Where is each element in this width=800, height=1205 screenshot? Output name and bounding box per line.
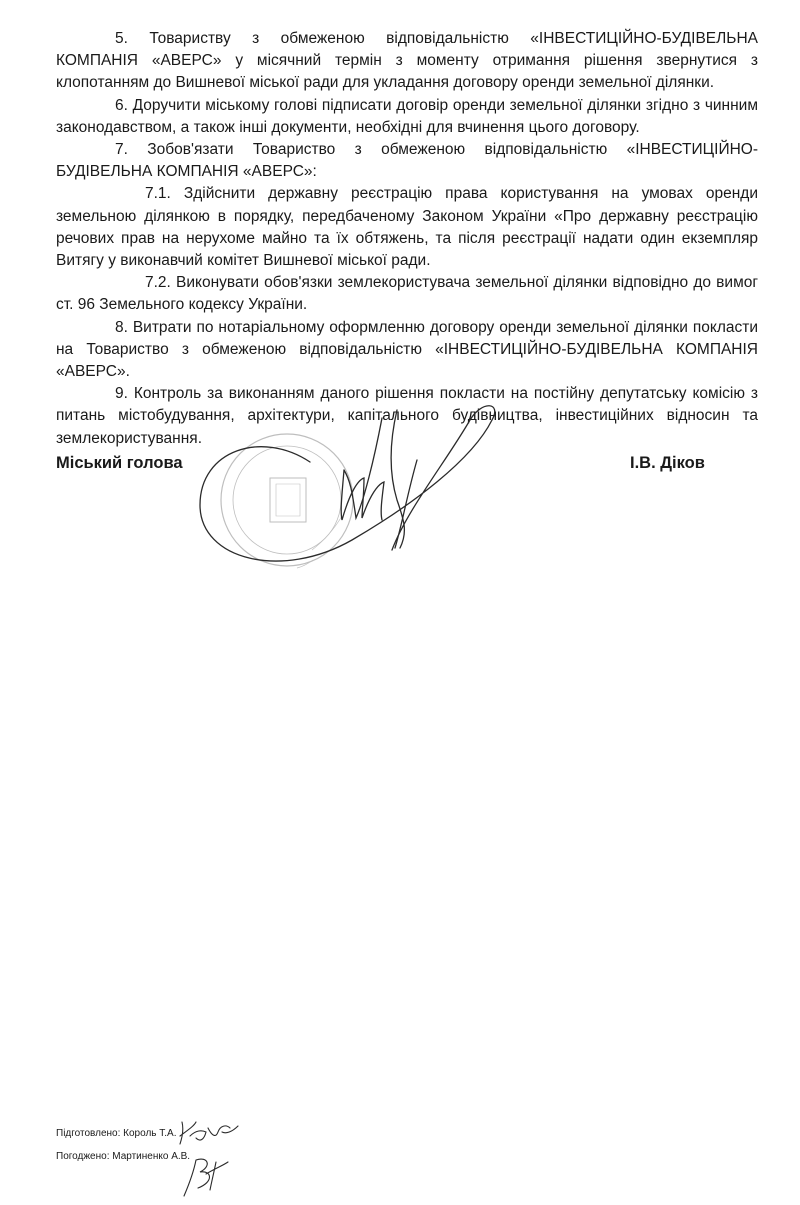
footer-prepared: Підготовлено: Король Т.А. <box>56 1128 177 1139</box>
paragraph-7-1: 7.1. Здійснити державну реєстрацію права користування на умовах оренди земельною ділянкою в порядку, передбаченому Законом України «Про державну реєстрацію речових прав на нерухоме майно та їх обтяжень, та після реєстрації надати один екземпляр Витягу у виконавчий комітет Вишневої міської ради. <box>56 185 758 270</box>
signature-position: Міський голова <box>56 454 183 472</box>
paragraph-7: 7. Зобов'язати Товариство з обмеженою відповідальністю «ІНВЕСТИЦІЙНО-БУДІВЕЛЬНА КОМПАНІЯ «АВЕРС»: <box>56 141 758 181</box>
paragraph-6: 6. Доручити міському голові підписати договір оренди земельної ділянки згідно з чинним законодавством, а також інші документи, необхідні для вчинення цього договору. <box>56 96 758 136</box>
decision-body <box>56 28 758 450</box>
paragraph-9: 9. Контроль за виконанням даного рішення покласти на постійну депутатську комісію з питань містобудування, архітектури, капітального будівництва, інвестиційних відносин та землекористування. <box>56 385 758 447</box>
signature-name: І.В. Діков <box>630 454 705 472</box>
stamp-and-signature <box>192 400 512 590</box>
paragraph-5: 5. Товариству з обмеженою відповідальністю «ІНВЕСТИЦІЙНО-БУДІВЕЛЬНА КОМПАНІЯ «АВЕРС» у місячний термін з моменту отримання рішення звернутися з клопотанням до Вишневої міської ради для укладання договору оренди земельної ділянки. <box>56 30 758 92</box>
official-stamp <box>221 434 353 568</box>
footer-agreed: Погоджено: Мартиненко А.В. <box>56 1151 191 1162</box>
paragraph-8: 8. Витрати по нотаріальному оформленню договору оренди земельної ділянки покласти на Товариство з обмеженою відповідальністю «ІНВЕСТИЦІЙНО-БУДІВЕЛЬНА КОМПАНІЯ «АВЕРС». <box>56 318 758 381</box>
signature-stroke <box>200 406 495 561</box>
paragraph-7-2: 7.2. Виконувати обов'язки землекористувача земельної ділянки відповідно до вимог ст. 96 Земельного кодексу України. <box>56 274 758 314</box>
